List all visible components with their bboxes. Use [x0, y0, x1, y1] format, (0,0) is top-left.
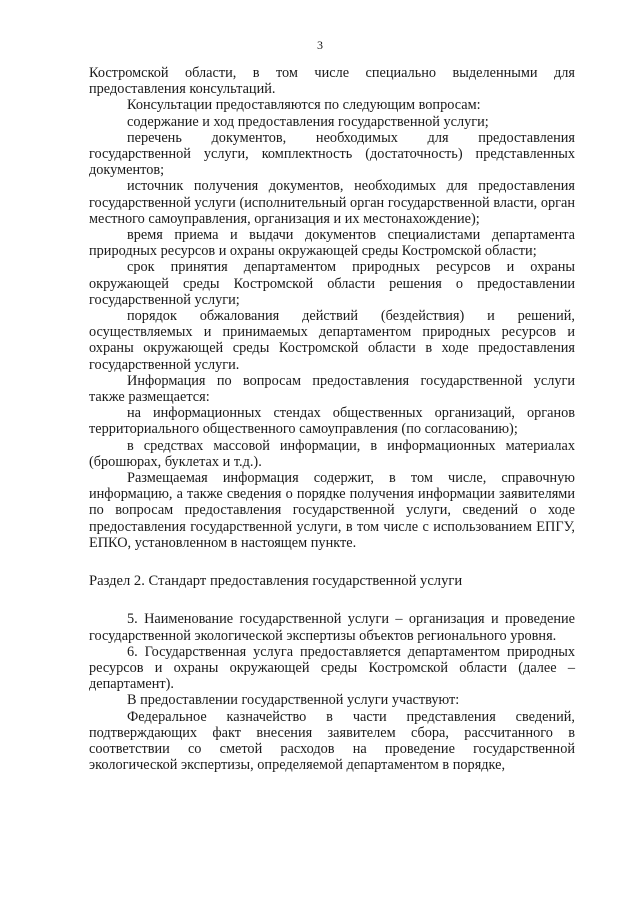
- list-item: время приема и выдачи документов специалистами департамента природных ресурсов и охраны окружающей среды Костромской области;: [89, 227, 575, 260]
- paragraph: Размещаемая информация содержит, в том числе, справочную информацию, а также сведения о порядке получения информации заявителями по вопросам предоставления государственной услуги, сведений о ходе предоставления государственной услуги, в том числе с использованием ЕПГУ, ЕПКО, установленном в настоящем пункте.: [89, 470, 575, 551]
- paragraph: Информация по вопросам предоставления государственной услуги также размещается:: [89, 372, 575, 406]
- paragraph-continuation: Костромской области, в том числе специально выделенными для предоставления консультаций.: [89, 65, 575, 98]
- page-number: 3: [317, 38, 323, 52]
- paragraph: В предоставлении государственной услуги участвуют:: [127, 692, 460, 709]
- paragraphs-after: [89, 611, 575, 773]
- list-item: содержание и ход предоставления государственной услуги;: [127, 113, 489, 130]
- list-item: на информационных стендах общественных организаций, органов территориального общественного самоуправления (по согласованию);: [89, 405, 575, 438]
- document-body: [89, 65, 575, 773]
- paragraph: Федеральное казначейство в части представления сведений, подтверждающих факт внесения заявителем сбора, рассчитанного в соответствии со сметой расходов на проведение государственной экологической экспертизы, определяемой департаментом в порядке,: [89, 708, 575, 774]
- list-item: порядок обжалования действий (бездействия) и решений, осуществляемых и принимаемых департаментом природных ресурсов и охраны окружающей среды Костромской области в ходе предоставления государственной услуги.: [89, 308, 575, 373]
- numbered-paragraph: 5. Наименование государственной услуги – организация и проведение государственной экологической экспертизы объектов регионального уровня.: [89, 611, 575, 644]
- list-item: перечень документов, необходимых для предоставления государственной услуги, комплектность (достаточность) представленных документов;: [89, 129, 575, 179]
- paragraph: Консультации предоставляются по следующим вопросам:: [127, 97, 481, 114]
- section-heading: Раздел 2. Стандарт предоставления государственной услуги: [89, 573, 463, 590]
- list-item: срок принятия департаментом природных ресурсов и охраны окружающей среды Костромской области решения о предоставлении государственной услуги;: [89, 259, 575, 308]
- paragraphs-before: [89, 65, 575, 551]
- list-item: в средствах массовой информации, в информационных материалах (брошюрах, буклетах и т.д.).: [89, 437, 575, 470]
- list-item: источник получения документов, необходимых для предоставления государственной услуги (исполнительный орган государственной власти, орган местного самоуправления, организация и их местонахождение);: [89, 178, 575, 227]
- numbered-paragraph: 6. Государственная услуга предоставляется департаментом природных ресурсов и охраны окружающей среды Костромской области (далее – департамент).: [89, 643, 575, 693]
